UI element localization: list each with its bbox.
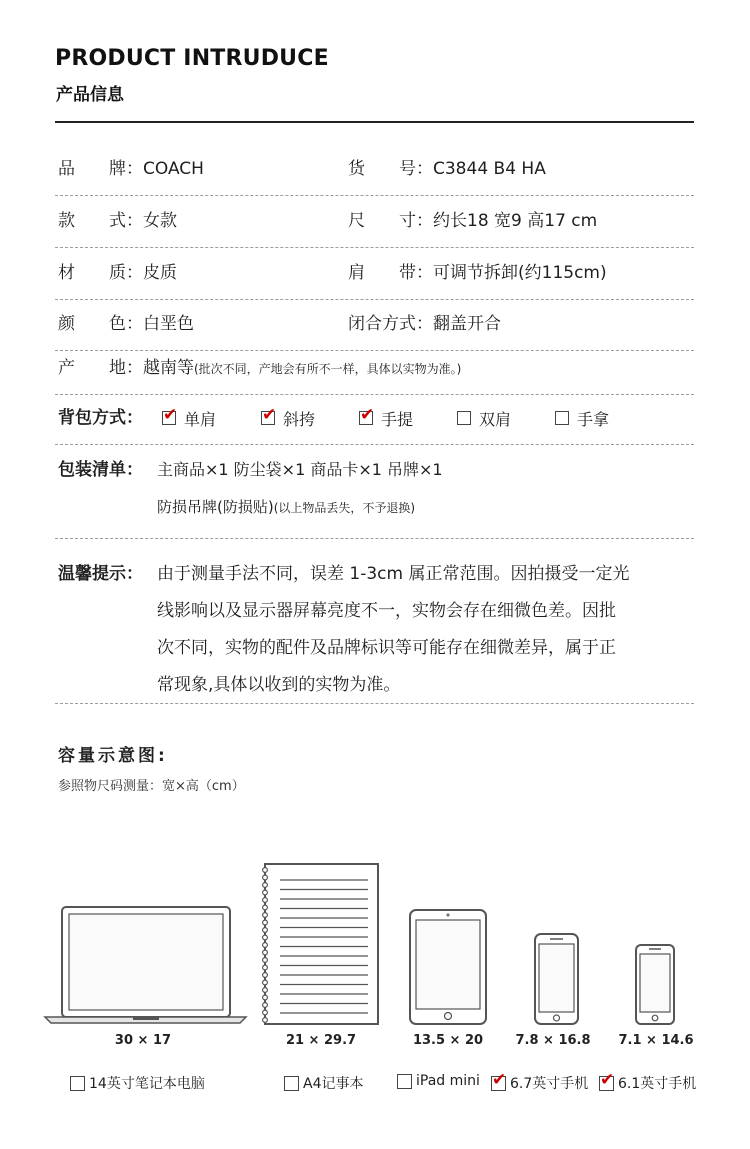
- notice-line-4: 常现象,具体以收到的实物为准。: [157, 675, 401, 695]
- device-option-label: iPad mini: [416, 1073, 480, 1089]
- device-option[interactable]: [70, 1073, 205, 1093]
- material-value: 皮质: [143, 263, 177, 283]
- checkbox-icon[interactable]: [70, 1076, 85, 1091]
- header-divider: [55, 121, 694, 123]
- device-option[interactable]: [491, 1069, 589, 1093]
- checkmark-icon: ✔: [360, 405, 375, 425]
- checkbox-icon[interactable]: [555, 411, 569, 425]
- origin-note: (批次不同，产地会有所不一样，具体以实物为准。): [194, 362, 462, 376]
- device-option-label: 14英寸笔记本电脑: [89, 1076, 205, 1092]
- checkbox-checked-icon[interactable]: [261, 405, 277, 425]
- device-option-label: 6.1英寸手机: [618, 1076, 697, 1092]
- brand-value: COACH: [143, 159, 204, 179]
- material-field: [58, 247, 177, 299]
- checkbox-checked-icon[interactable]: [491, 1069, 507, 1091]
- checkbox-checked-icon[interactable]: [162, 405, 178, 425]
- color-label: 颜 色：: [58, 314, 143, 334]
- item-no-label: 货 号：: [348, 159, 433, 179]
- item-no-value: C3844 B4 HA: [433, 159, 546, 179]
- info-row-brand: [55, 143, 694, 196]
- checkbox-icon[interactable]: [457, 411, 471, 425]
- capacity-title: 容量示意图:: [58, 746, 168, 766]
- closure-value: 翻盖开合: [433, 314, 501, 334]
- closure-label: 闭合方式：: [348, 314, 433, 334]
- style-label: 款 式：: [58, 211, 143, 231]
- page-title-cn: 产品信息: [56, 85, 124, 105]
- package-line-2: [157, 492, 415, 523]
- style-value: 女款: [143, 211, 177, 231]
- brand-field: [58, 143, 204, 195]
- notice-divider: [55, 703, 694, 704]
- device-dimension: 21 × 29.7: [285, 1033, 357, 1048]
- carry-option-label: 双肩: [479, 409, 512, 429]
- checkmark-icon: ✔: [492, 1069, 507, 1090]
- capacity-subtitle: 参照物尺码测量：宽×高（cm）: [58, 779, 245, 794]
- device-dimension: 30 × 17: [114, 1033, 172, 1048]
- checkbox-icon[interactable]: [284, 1076, 299, 1091]
- carry-option-label: 单肩: [184, 409, 217, 429]
- carry-label: 背包方式：: [58, 408, 143, 428]
- checkmark-icon: ✔: [262, 405, 277, 425]
- brand-label: 品 牌：: [58, 159, 143, 179]
- page-title-en: PRODUCT INTRUDUCE: [55, 46, 329, 71]
- checkbox-checked-icon[interactable]: [599, 1069, 615, 1091]
- size-label: 尺 寸：: [348, 211, 433, 231]
- size-value: 约长18 宽9 高17 cm: [433, 211, 598, 231]
- device-illustrations: [0, 850, 750, 1030]
- strap-value: 可调节拆卸(约115cm): [433, 263, 607, 283]
- carry-option-3[interactable]: [457, 392, 511, 444]
- strap-field: [348, 247, 607, 299]
- info-row-carry: [55, 392, 694, 445]
- package-line-2-note: (以上物品丢失，不予退换): [273, 501, 416, 515]
- material-label: 材 质：: [58, 263, 143, 283]
- checkbox-checked-icon[interactable]: [359, 405, 375, 425]
- checkbox-icon[interactable]: [397, 1074, 412, 1089]
- package-line-1: 主商品×1 防尘袋×1 商品卡×1 吊牌×1: [157, 460, 443, 479]
- laptop-icon: [45, 907, 246, 1023]
- device-option-label: 6.7英寸手机: [510, 1076, 589, 1092]
- carry-option-0[interactable]: [162, 392, 216, 444]
- device-dimension: 7.8 × 16.8: [515, 1033, 591, 1048]
- carry-option-2[interactable]: [359, 392, 413, 444]
- device-dimension: 7.1 × 14.6: [618, 1033, 694, 1048]
- tablet-icon: [410, 910, 486, 1024]
- device-dimension: 13.5 × 20: [412, 1033, 484, 1048]
- carry-option-label: 手拿: [577, 409, 610, 429]
- size-field: [348, 195, 597, 247]
- info-row-material: [55, 247, 694, 300]
- checkmark-icon: ✔: [600, 1069, 615, 1090]
- package-line-2-main: 防损吊牌(防损贴): [157, 498, 274, 516]
- notice-body: [157, 556, 697, 704]
- carry-option-1[interactable]: [261, 392, 315, 444]
- color-value: 白垩色: [143, 314, 194, 334]
- notice-line-2: 线影响以及显示器屏幕亮度不一，实物会存在细微色差。因批: [157, 601, 616, 621]
- phone-small-icon: [636, 945, 674, 1024]
- item-no-field: [348, 143, 546, 195]
- device-option[interactable]: [599, 1069, 697, 1093]
- origin-label: 产 地：: [58, 358, 143, 378]
- device-option[interactable]: [284, 1073, 363, 1093]
- phone-large-icon: [535, 934, 578, 1024]
- strap-label: 肩 带：: [348, 263, 433, 283]
- package-label: 包装清单：: [58, 460, 143, 480]
- carry-option-label: 手提: [381, 409, 414, 429]
- notice-line-1: 由于测量手法不同，误差 1-3cm 属正常范围。因拍摄受一定光: [157, 564, 630, 584]
- notice-label: 温馨提示：: [58, 564, 143, 584]
- origin-field: [58, 342, 461, 394]
- style-field: [58, 195, 177, 247]
- info-row-style: [55, 195, 694, 248]
- package-divider: [55, 538, 694, 539]
- notice-line-3: 次不同，实物的配件及品牌标识等可能存在细微差异，属于正: [157, 638, 616, 658]
- notebook-icon: [263, 864, 378, 1024]
- device-option-label: A4记事本: [303, 1076, 364, 1092]
- origin-value: 越南等: [143, 358, 194, 378]
- carry-option-label: 斜挎: [283, 409, 316, 429]
- checkmark-icon: ✔: [163, 405, 178, 425]
- carry-option-4[interactable]: [555, 392, 609, 444]
- info-row-origin: [55, 342, 694, 395]
- device-option[interactable]: [397, 1073, 480, 1089]
